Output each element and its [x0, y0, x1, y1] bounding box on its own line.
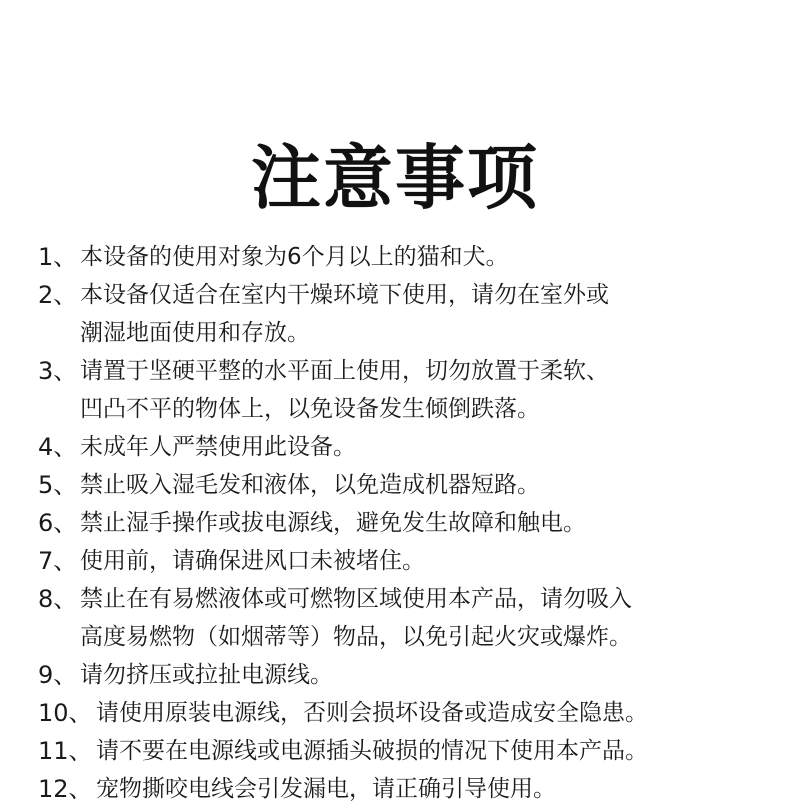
- notice-text: [80, 656, 778, 694]
- notice-text: [80, 466, 778, 504]
- notice-text: [96, 732, 778, 770]
- notice-text-line: 未成年人严禁使用此设备。: [80, 434, 356, 460]
- notice-number: 3、: [38, 357, 78, 385]
- notice-text-line: 潮湿地面使用和存放。: [80, 320, 310, 346]
- notice-number: 6、: [38, 509, 78, 537]
- notice-list: [38, 238, 778, 808]
- notice-item: [38, 466, 778, 504]
- notice-number: 5、: [38, 471, 78, 499]
- notice-item: [38, 580, 778, 656]
- notice-item: [38, 656, 778, 694]
- notice-item: [38, 276, 778, 352]
- notice-text-line: 禁止湿手操作或拔电源线，避免发生故障和触电。: [80, 510, 586, 536]
- notice-text-line: 禁止吸入湿毛发和液体，以免造成机器短路。: [80, 472, 540, 498]
- notice-number: 4、: [38, 433, 78, 461]
- notice-number: 11、: [38, 737, 93, 765]
- notice-text-line: 请置于坚硬平整的水平面上使用，切勿放置于柔软、: [80, 358, 609, 384]
- notice-text-line: 请勿挤压或拉扯电源线。: [80, 662, 333, 688]
- notice-number: 10、: [38, 699, 93, 727]
- notice-text: [80, 428, 778, 466]
- notice-text: [80, 352, 778, 428]
- notice-item: [38, 352, 778, 428]
- notice-text-line: 本设备的使用对象为6个月以上的猫和犬。: [80, 244, 509, 270]
- notice-item: [38, 542, 778, 580]
- notice-item: [38, 732, 778, 770]
- notice-number: 9、: [38, 661, 78, 689]
- notice-text-line: 凹凸不平的物体上，以免设备发生倾倒跌落。: [80, 396, 540, 422]
- notice-number: 8、: [38, 585, 78, 613]
- notice-text: [80, 580, 778, 656]
- notice-number: 2、: [38, 281, 78, 309]
- notice-text-line: 请使用原装电源线，否则会损坏设备或造成安全隐患。: [96, 700, 648, 726]
- notice-number: 7、: [38, 547, 78, 575]
- notice-item: [38, 694, 778, 732]
- notice-text-line: 高度易燃物（如烟蒂等）物品，以免引起火灾或爆炸。: [80, 624, 632, 650]
- notice-text: [80, 504, 778, 542]
- notice-item: [38, 770, 778, 808]
- notice-text-line: 本设备仅适合在室内干燥环境下使用，请勿在室外或: [80, 282, 609, 308]
- notice-number: 12、: [38, 775, 93, 803]
- notice-text: [80, 238, 778, 276]
- notice-text-line: 宠物撕咬电线会引发漏电，请正确引导使用。: [96, 776, 556, 802]
- notice-text: [80, 276, 778, 352]
- notice-item: [38, 428, 778, 466]
- notice-text: [96, 770, 778, 808]
- notice-item: [38, 238, 778, 276]
- notice-number: 1、: [38, 243, 78, 271]
- notice-text-line: 使用前，请确保进风口未被堵住。: [80, 548, 425, 574]
- notice-text-line: 请不要在电源线或电源插头破损的情况下使用本产品。: [96, 738, 648, 764]
- notice-text: [80, 542, 778, 580]
- notice-text: [96, 694, 778, 732]
- notice-item: [38, 504, 778, 542]
- page-title: 注意事项: [251, 136, 539, 219]
- notice-text-line: 禁止在有易燃液体或可燃物区域使用本产品，请勿吸入: [80, 586, 632, 612]
